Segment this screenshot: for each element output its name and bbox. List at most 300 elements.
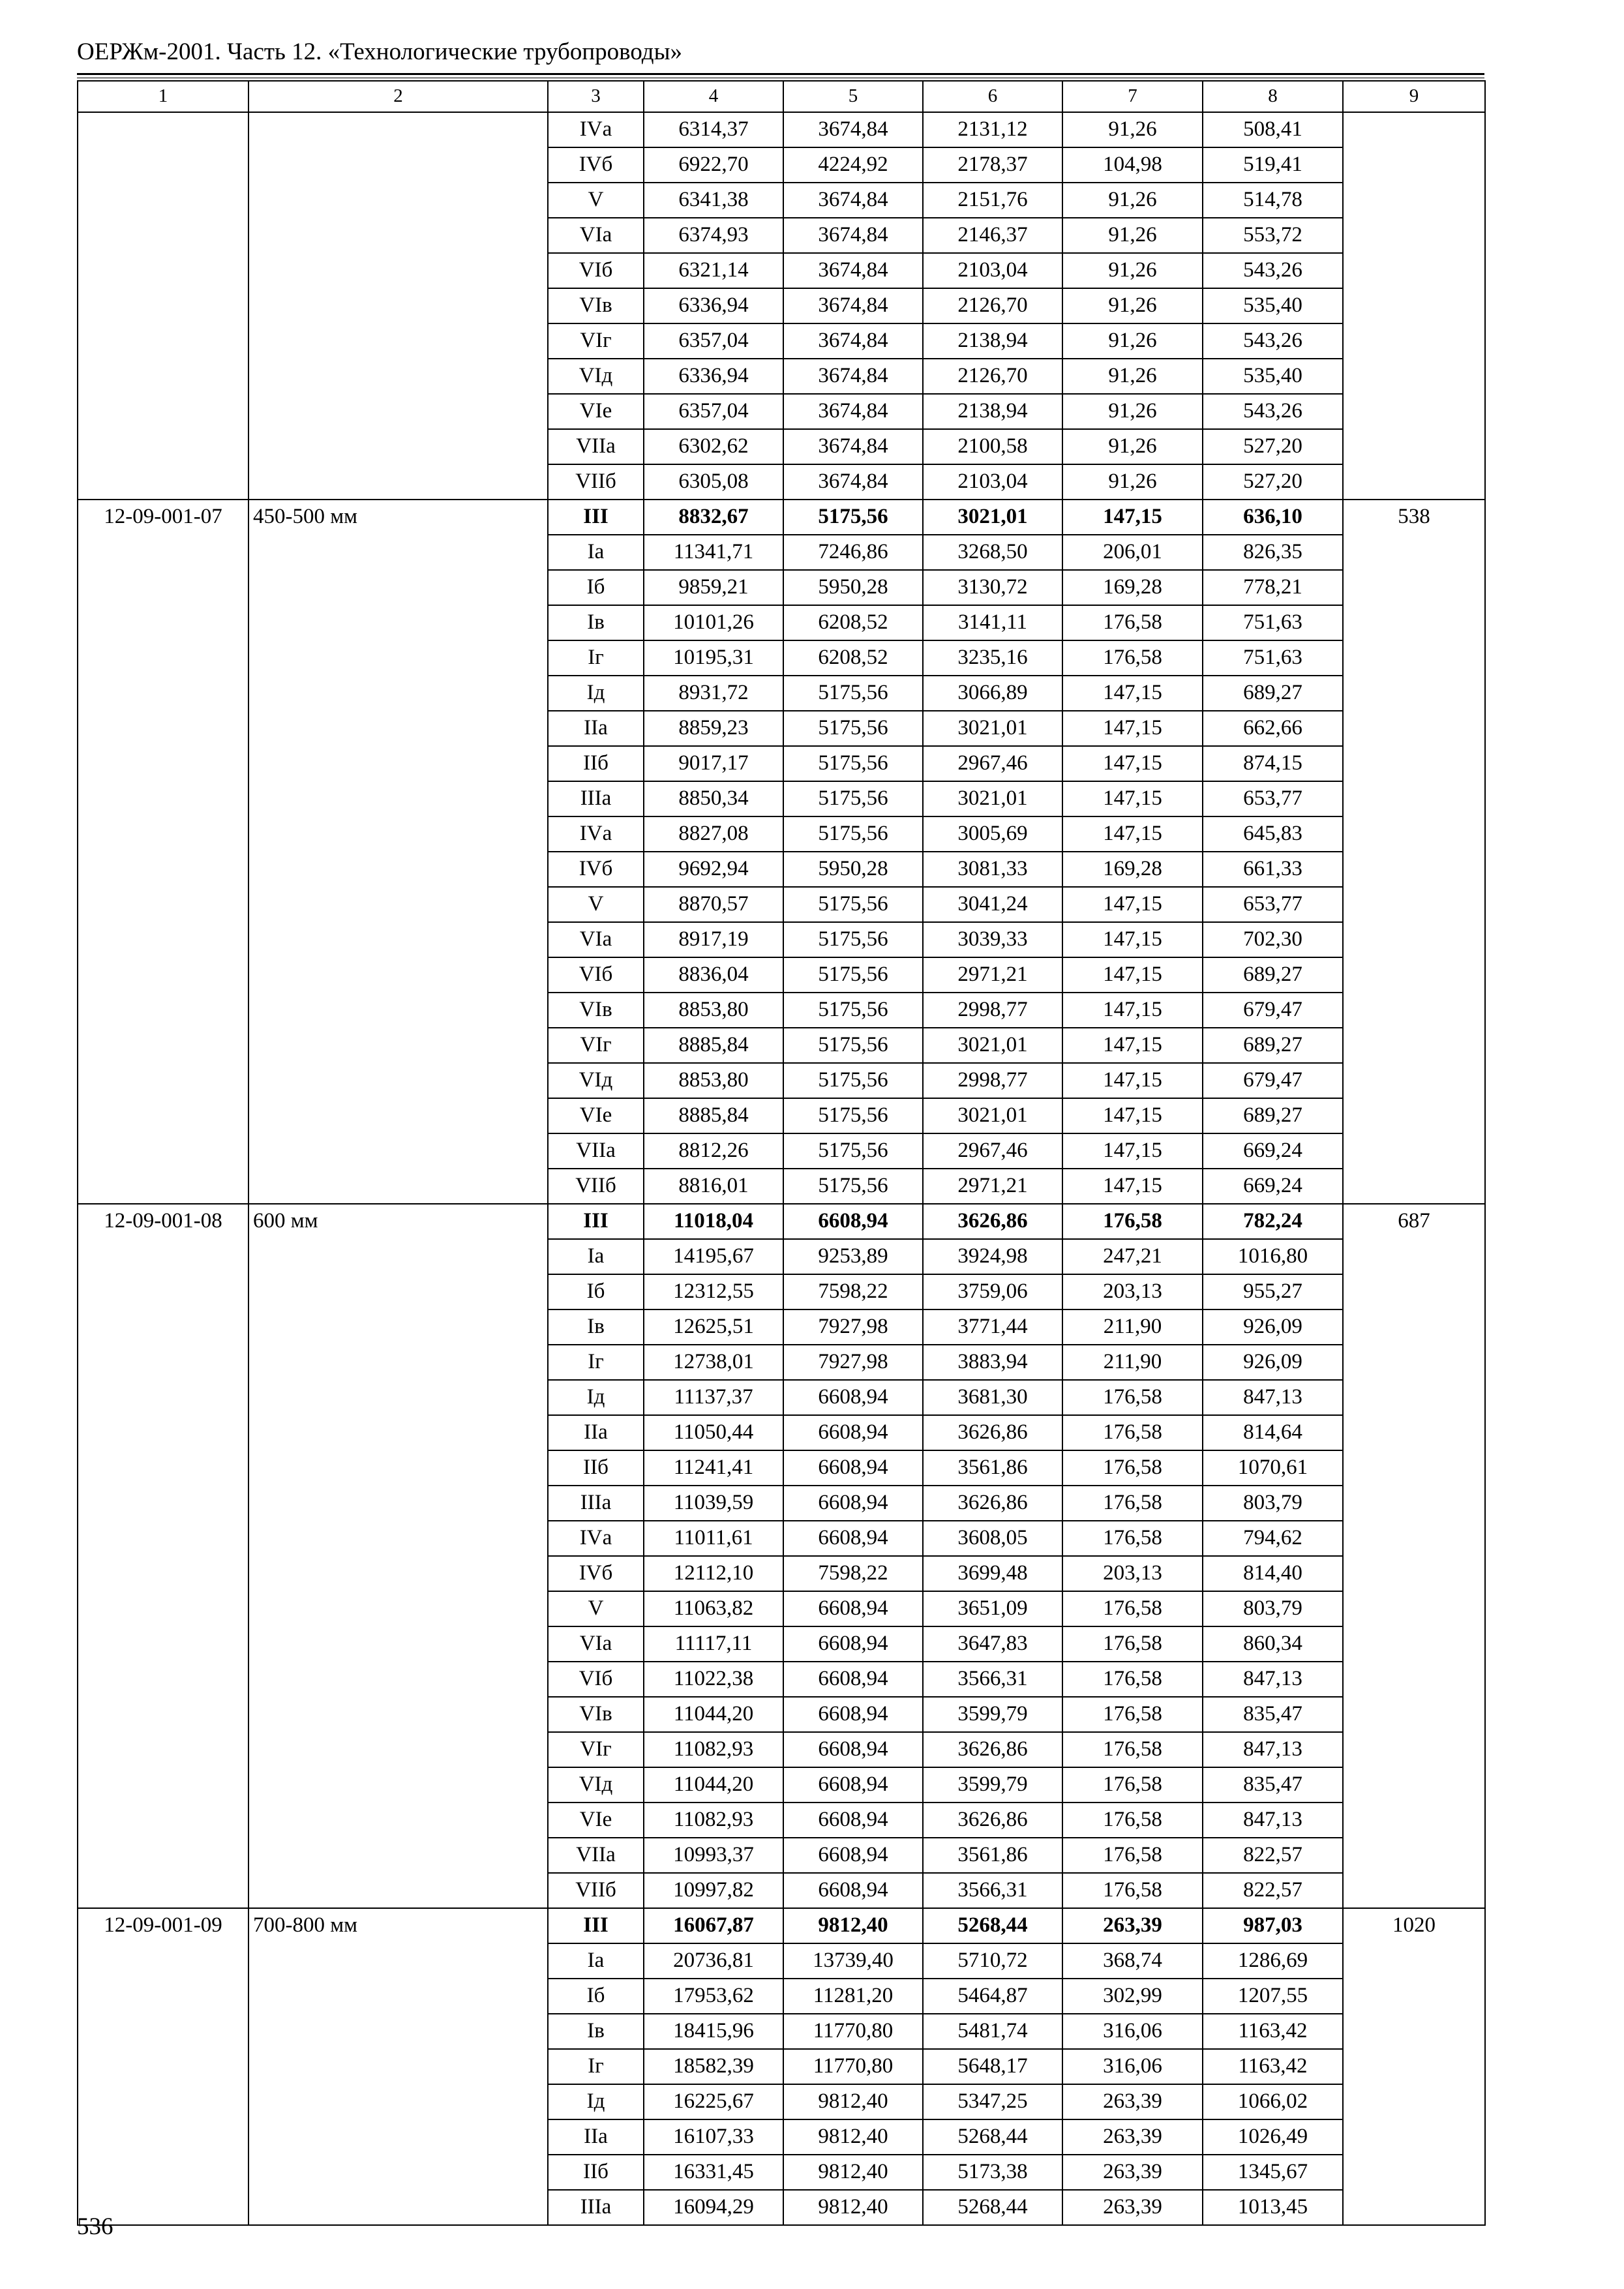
value-cell: 6357,04 xyxy=(644,323,783,359)
value-cell: 2971,21 xyxy=(923,957,1062,993)
value-cell: 263,39 xyxy=(1062,2119,1203,2155)
value-cell: 3674,84 xyxy=(783,112,923,147)
zone-cell: IVб xyxy=(548,147,644,183)
value-cell: 2126,70 xyxy=(923,288,1062,323)
value-cell: 822,57 xyxy=(1203,1838,1343,1873)
value-cell: 2967,46 xyxy=(923,746,1062,781)
value-cell: 11082,93 xyxy=(644,1732,783,1767)
value-cell: 1345,67 xyxy=(1203,2155,1343,2190)
column-9-cell: 1020 xyxy=(1343,1908,1485,2225)
table-body xyxy=(78,81,1485,2225)
pipe-size-cell xyxy=(248,112,548,500)
page-number: 536 xyxy=(77,2213,113,2240)
value-cell: 147,15 xyxy=(1062,922,1203,957)
zone-cell: VIIа xyxy=(548,1838,644,1873)
value-cell: 3626,86 xyxy=(923,1803,1062,1838)
value-cell: 6608,94 xyxy=(783,1838,923,1873)
value-cell: 926,09 xyxy=(1203,1345,1343,1380)
value-cell: 9253,89 xyxy=(783,1239,923,1274)
value-cell: 147,15 xyxy=(1062,1028,1203,1063)
value-cell: 636,10 xyxy=(1203,500,1343,535)
value-cell: 689,27 xyxy=(1203,957,1343,993)
value-cell: 316,06 xyxy=(1062,2049,1203,2084)
value-cell: 803,79 xyxy=(1203,1591,1343,1626)
norm-code-cell: 12-09-001-07 xyxy=(78,500,248,1204)
value-cell: 11044,20 xyxy=(644,1767,783,1803)
value-cell: 206,01 xyxy=(1062,535,1203,570)
value-cell: 1163,42 xyxy=(1203,2014,1343,2049)
table-row xyxy=(78,1908,1485,1943)
value-cell: 3021,01 xyxy=(923,1098,1062,1133)
value-cell: 661,33 xyxy=(1203,852,1343,887)
value-cell: 6608,94 xyxy=(783,1415,923,1450)
value-cell: 6608,94 xyxy=(783,1662,923,1697)
value-cell: 5950,28 xyxy=(783,570,923,605)
value-cell: 11341,71 xyxy=(644,535,783,570)
value-cell: 8853,80 xyxy=(644,1063,783,1098)
zone-cell: VIг xyxy=(548,1732,644,1767)
value-cell: 247,21 xyxy=(1062,1239,1203,1274)
value-cell: 10195,31 xyxy=(644,640,783,676)
value-cell: 5175,56 xyxy=(783,711,923,746)
value-cell: 835,47 xyxy=(1203,1767,1343,1803)
value-cell: 316,06 xyxy=(1062,2014,1203,2049)
value-cell: 1026,49 xyxy=(1203,2119,1343,2155)
value-cell: 147,15 xyxy=(1062,1169,1203,1204)
value-cell: 1286,69 xyxy=(1203,1943,1343,1979)
value-cell: 147,15 xyxy=(1062,781,1203,816)
value-cell: 751,63 xyxy=(1203,605,1343,640)
value-cell: 10997,82 xyxy=(644,1873,783,1908)
value-cell: 10993,37 xyxy=(644,1838,783,1873)
value-cell: 6608,94 xyxy=(783,1450,923,1486)
zone-cell: VIа xyxy=(548,1626,644,1662)
value-cell: 91,26 xyxy=(1062,429,1203,464)
value-cell: 9812,40 xyxy=(783,2084,923,2119)
page-header: ОЕРЖм-2001. Часть 12. «Технологические трубопроводы» xyxy=(77,38,682,65)
zone-cell: IIб xyxy=(548,1450,644,1486)
value-cell: 11770,80 xyxy=(783,2049,923,2084)
value-cell: 1207,55 xyxy=(1203,1979,1343,2014)
zone-cell: VIб xyxy=(548,1662,644,1697)
zone-cell: VIб xyxy=(548,253,644,288)
zone-cell: VIв xyxy=(548,993,644,1028)
norms-table xyxy=(77,80,1486,2226)
value-cell: 12625,51 xyxy=(644,1309,783,1345)
value-cell: 11011,61 xyxy=(644,1521,783,1556)
value-cell: 835,47 xyxy=(1203,1697,1343,1732)
value-cell: 926,09 xyxy=(1203,1309,1343,1345)
zone-cell: Iв xyxy=(548,605,644,640)
value-cell: 3651,09 xyxy=(923,1591,1062,1626)
value-cell: 6608,94 xyxy=(783,1204,923,1239)
value-cell: 2103,04 xyxy=(923,253,1062,288)
value-cell: 2138,94 xyxy=(923,394,1062,429)
value-cell: 16067,87 xyxy=(644,1908,783,1943)
value-cell: 3021,01 xyxy=(923,500,1062,535)
value-cell: 3561,86 xyxy=(923,1838,1062,1873)
value-cell: 5710,72 xyxy=(923,1943,1062,1979)
zone-cell: Iв xyxy=(548,2014,644,2049)
value-cell: 3268,50 xyxy=(923,535,1062,570)
zone-cell: III xyxy=(548,1204,644,1239)
value-cell: 8853,80 xyxy=(644,993,783,1028)
value-cell: 3081,33 xyxy=(923,852,1062,887)
value-cell: 3626,86 xyxy=(923,1732,1062,1767)
zone-cell: IVб xyxy=(548,852,644,887)
value-cell: 6341,38 xyxy=(644,183,783,218)
value-cell: 104,98 xyxy=(1062,147,1203,183)
value-cell: 508,41 xyxy=(1203,112,1343,147)
norm-code-cell xyxy=(78,112,248,500)
value-cell: 3674,84 xyxy=(783,359,923,394)
value-cell: 5175,56 xyxy=(783,746,923,781)
zone-cell: IIIа xyxy=(548,1486,644,1521)
value-cell: 3066,89 xyxy=(923,676,1062,711)
table-row xyxy=(78,500,1485,535)
value-cell: 662,66 xyxy=(1203,711,1343,746)
value-cell: 653,77 xyxy=(1203,781,1343,816)
zone-cell: VIа xyxy=(548,922,644,957)
value-cell: 6608,94 xyxy=(783,1380,923,1415)
value-cell: 3647,83 xyxy=(923,1626,1062,1662)
value-cell: 8931,72 xyxy=(644,676,783,711)
zone-cell: IVа xyxy=(548,816,644,852)
value-cell: 3566,31 xyxy=(923,1873,1062,1908)
value-cell: 263,39 xyxy=(1062,2084,1203,2119)
norm-code-cell: 12-09-001-08 xyxy=(78,1204,248,1908)
value-cell: 2967,46 xyxy=(923,1133,1062,1169)
zone-cell: V xyxy=(548,183,644,218)
value-cell: 3924,98 xyxy=(923,1239,1062,1274)
value-cell: 8836,04 xyxy=(644,957,783,993)
zone-cell: IIIа xyxy=(548,781,644,816)
value-cell: 11022,38 xyxy=(644,1662,783,1697)
value-cell: 176,58 xyxy=(1062,1415,1203,1450)
column-9-cell xyxy=(1343,112,1485,500)
value-cell: 6336,94 xyxy=(644,288,783,323)
zone-cell: Iг xyxy=(548,1345,644,1380)
zone-cell: IIб xyxy=(548,746,644,781)
value-cell: 8917,19 xyxy=(644,922,783,957)
zone-cell: Iг xyxy=(548,2049,644,2084)
value-cell: 13739,40 xyxy=(783,1943,923,1979)
value-cell: 3626,86 xyxy=(923,1415,1062,1450)
zone-cell: Iб xyxy=(548,570,644,605)
value-cell: 814,40 xyxy=(1203,1556,1343,1591)
value-cell: 91,26 xyxy=(1062,253,1203,288)
zone-cell: Iд xyxy=(548,1380,644,1415)
zone-cell: IIа xyxy=(548,711,644,746)
value-cell: 2998,77 xyxy=(923,1063,1062,1098)
value-cell: 11039,59 xyxy=(644,1486,783,1521)
value-cell: 679,47 xyxy=(1203,993,1343,1028)
zone-cell: VIIб xyxy=(548,1873,644,1908)
zone-cell: IVа xyxy=(548,1521,644,1556)
zone-cell: VIд xyxy=(548,1767,644,1803)
value-cell: 751,63 xyxy=(1203,640,1343,676)
value-cell: 847,13 xyxy=(1203,1380,1343,1415)
zone-cell: III xyxy=(548,1908,644,1943)
value-cell: 7598,22 xyxy=(783,1274,923,1309)
value-cell: 3005,69 xyxy=(923,816,1062,852)
zone-cell: IIIа xyxy=(548,2190,644,2225)
value-cell: 147,15 xyxy=(1062,1133,1203,1169)
value-cell: 5175,56 xyxy=(783,957,923,993)
value-cell: 669,24 xyxy=(1203,1169,1343,1204)
value-cell: 3674,84 xyxy=(783,394,923,429)
value-cell: 176,58 xyxy=(1062,1803,1203,1838)
value-cell: 5175,56 xyxy=(783,1098,923,1133)
zone-cell: IIа xyxy=(548,1415,644,1450)
value-cell: 6314,37 xyxy=(644,112,783,147)
value-cell: 91,26 xyxy=(1062,288,1203,323)
value-cell: 147,15 xyxy=(1062,1063,1203,1098)
column-number-cell: 9 xyxy=(1343,81,1485,112)
value-cell: 11082,93 xyxy=(644,1803,783,1838)
value-cell: 91,26 xyxy=(1062,218,1203,253)
value-cell: 176,58 xyxy=(1062,1697,1203,1732)
value-cell: 91,26 xyxy=(1062,464,1203,500)
value-cell: 2126,70 xyxy=(923,359,1062,394)
value-cell: 782,24 xyxy=(1203,1204,1343,1239)
value-cell: 211,90 xyxy=(1062,1345,1203,1380)
value-cell: 263,39 xyxy=(1062,2190,1203,2225)
value-cell: 3759,06 xyxy=(923,1274,1062,1309)
value-cell: 6305,08 xyxy=(644,464,783,500)
zone-cell: VIд xyxy=(548,359,644,394)
value-cell: 527,20 xyxy=(1203,464,1343,500)
value-cell: 91,26 xyxy=(1062,394,1203,429)
value-cell: 8885,84 xyxy=(644,1028,783,1063)
column-number-cell: 3 xyxy=(548,81,644,112)
value-cell: 5175,56 xyxy=(783,1169,923,1204)
value-cell: 176,58 xyxy=(1062,1450,1203,1486)
value-cell: 5175,56 xyxy=(783,816,923,852)
value-cell: 3626,86 xyxy=(923,1204,1062,1239)
value-cell: 5950,28 xyxy=(783,852,923,887)
value-cell: 3681,30 xyxy=(923,1380,1062,1415)
zone-cell: VIв xyxy=(548,288,644,323)
value-cell: 860,34 xyxy=(1203,1626,1343,1662)
zone-cell: VIIа xyxy=(548,429,644,464)
column-9-cell: 538 xyxy=(1343,500,1485,1204)
value-cell: 987,03 xyxy=(1203,1908,1343,1943)
value-cell: 9017,17 xyxy=(644,746,783,781)
value-cell: 176,58 xyxy=(1062,1380,1203,1415)
value-cell: 14195,67 xyxy=(644,1239,783,1274)
value-cell: 6608,94 xyxy=(783,1521,923,1556)
value-cell: 8885,84 xyxy=(644,1098,783,1133)
value-cell: 653,77 xyxy=(1203,887,1343,922)
value-cell: 669,24 xyxy=(1203,1133,1343,1169)
value-cell: 9812,40 xyxy=(783,2190,923,2225)
column-number-cell: 4 xyxy=(644,81,783,112)
value-cell: 5173,38 xyxy=(923,2155,1062,2190)
value-cell: 519,41 xyxy=(1203,147,1343,183)
value-cell: 1013,45 xyxy=(1203,2190,1343,2225)
value-cell: 176,58 xyxy=(1062,605,1203,640)
value-cell: 702,30 xyxy=(1203,922,1343,957)
value-cell: 147,15 xyxy=(1062,746,1203,781)
value-cell: 176,58 xyxy=(1062,640,1203,676)
value-cell: 11018,04 xyxy=(644,1204,783,1239)
value-cell: 16107,33 xyxy=(644,2119,783,2155)
value-cell: 203,13 xyxy=(1062,1556,1203,1591)
zone-cell: VIIа xyxy=(548,1133,644,1169)
value-cell: 16331,45 xyxy=(644,2155,783,2190)
value-cell: 5175,56 xyxy=(783,922,923,957)
value-cell: 3674,84 xyxy=(783,218,923,253)
value-cell: 2146,37 xyxy=(923,218,1062,253)
zone-cell: VIб xyxy=(548,957,644,993)
value-cell: 12112,10 xyxy=(644,1556,783,1591)
value-cell: 847,13 xyxy=(1203,1732,1343,1767)
value-cell: 147,15 xyxy=(1062,676,1203,711)
value-cell: 5175,56 xyxy=(783,993,923,1028)
zone-cell: Iд xyxy=(548,676,644,711)
value-cell: 6357,04 xyxy=(644,394,783,429)
value-cell: 91,26 xyxy=(1062,183,1203,218)
value-cell: 176,58 xyxy=(1062,1521,1203,1556)
value-cell: 11063,82 xyxy=(644,1591,783,1626)
value-cell: 3235,16 xyxy=(923,640,1062,676)
zone-cell: V xyxy=(548,887,644,922)
value-cell: 3021,01 xyxy=(923,781,1062,816)
column-9-cell: 687 xyxy=(1343,1204,1485,1908)
zone-cell: VIе xyxy=(548,1098,644,1133)
value-cell: 4224,92 xyxy=(783,147,923,183)
value-cell: 6608,94 xyxy=(783,1803,923,1838)
value-cell: 91,26 xyxy=(1062,323,1203,359)
value-cell: 826,35 xyxy=(1203,535,1343,570)
value-cell: 5175,56 xyxy=(783,500,923,535)
value-cell: 302,99 xyxy=(1062,1979,1203,2014)
zone-cell: V xyxy=(548,1591,644,1626)
value-cell: 847,13 xyxy=(1203,1662,1343,1697)
zone-cell: VIе xyxy=(548,394,644,429)
value-cell: 12738,01 xyxy=(644,1345,783,1380)
value-cell: 6336,94 xyxy=(644,359,783,394)
header-rule xyxy=(77,73,1484,75)
value-cell: 16094,29 xyxy=(644,2190,783,2225)
value-cell: 5268,44 xyxy=(923,1908,1062,1943)
value-cell: 91,26 xyxy=(1062,112,1203,147)
norm-code-cell: 12-09-001-09 xyxy=(78,1908,248,2225)
value-cell: 12312,55 xyxy=(644,1274,783,1309)
value-cell: 5268,44 xyxy=(923,2119,1062,2155)
value-cell: 9859,21 xyxy=(644,570,783,605)
zone-cell: VIг xyxy=(548,323,644,359)
value-cell: 5175,56 xyxy=(783,1133,923,1169)
value-cell: 176,58 xyxy=(1062,1591,1203,1626)
value-cell: 6608,94 xyxy=(783,1697,923,1732)
zone-cell: VIIб xyxy=(548,1169,644,1204)
zone-cell: IIб xyxy=(548,2155,644,2190)
column-number-cell: 2 xyxy=(248,81,548,112)
value-cell: 9692,94 xyxy=(644,852,783,887)
value-cell: 7246,86 xyxy=(783,535,923,570)
value-cell: 822,57 xyxy=(1203,1873,1343,1908)
value-cell: 6608,94 xyxy=(783,1767,923,1803)
value-cell: 535,40 xyxy=(1203,288,1343,323)
value-cell: 3566,31 xyxy=(923,1662,1062,1697)
value-cell: 2178,37 xyxy=(923,147,1062,183)
zone-cell: Iд xyxy=(548,2084,644,2119)
value-cell: 3141,11 xyxy=(923,605,1062,640)
value-cell: 3674,84 xyxy=(783,429,923,464)
table-row xyxy=(78,1204,1485,1239)
value-cell: 3674,84 xyxy=(783,323,923,359)
table-row xyxy=(78,112,1485,147)
zone-cell: Iв xyxy=(548,1309,644,1345)
value-cell: 147,15 xyxy=(1062,887,1203,922)
value-cell: 2138,94 xyxy=(923,323,1062,359)
value-cell: 176,58 xyxy=(1062,1767,1203,1803)
value-cell: 2103,04 xyxy=(923,464,1062,500)
value-cell: 689,27 xyxy=(1203,676,1343,711)
value-cell: 689,27 xyxy=(1203,1028,1343,1063)
pipe-size-cell: 600 мм xyxy=(248,1204,548,1908)
value-cell: 18582,39 xyxy=(644,2049,783,2084)
value-cell: 147,15 xyxy=(1062,500,1203,535)
value-cell: 8870,57 xyxy=(644,887,783,922)
value-cell: 955,27 xyxy=(1203,1274,1343,1309)
value-cell: 7927,98 xyxy=(783,1309,923,1345)
value-cell: 6302,62 xyxy=(644,429,783,464)
value-cell: 3883,94 xyxy=(923,1345,1062,1380)
value-cell: 3699,48 xyxy=(923,1556,1062,1591)
pipe-size-cell: 700-800 мм xyxy=(248,1908,548,2225)
value-cell: 368,74 xyxy=(1062,1943,1203,1979)
zone-cell: VIд xyxy=(548,1063,644,1098)
value-cell: 1016,80 xyxy=(1203,1239,1343,1274)
value-cell: 814,64 xyxy=(1203,1415,1343,1450)
value-cell: 543,26 xyxy=(1203,323,1343,359)
value-cell: 2131,12 xyxy=(923,112,1062,147)
value-cell: 5175,56 xyxy=(783,781,923,816)
value-cell: 8816,01 xyxy=(644,1169,783,1204)
column-number-row xyxy=(78,81,1485,112)
value-cell: 3021,01 xyxy=(923,1028,1062,1063)
column-number-cell: 6 xyxy=(923,81,1062,112)
column-number-cell: 8 xyxy=(1203,81,1343,112)
value-cell: 553,72 xyxy=(1203,218,1343,253)
column-number-cell: 7 xyxy=(1062,81,1203,112)
value-cell: 874,15 xyxy=(1203,746,1343,781)
value-cell: 176,58 xyxy=(1062,1626,1203,1662)
value-cell: 9812,40 xyxy=(783,2155,923,2190)
value-cell: 3599,79 xyxy=(923,1767,1062,1803)
value-cell: 5648,17 xyxy=(923,2049,1062,2084)
value-cell: 91,26 xyxy=(1062,359,1203,394)
value-cell: 6374,93 xyxy=(644,218,783,253)
value-cell: 9812,40 xyxy=(783,1908,923,1943)
value-cell: 176,58 xyxy=(1062,1732,1203,1767)
value-cell: 263,39 xyxy=(1062,1908,1203,1943)
value-cell: 8832,67 xyxy=(644,500,783,535)
value-cell: 17953,62 xyxy=(644,1979,783,2014)
value-cell: 3130,72 xyxy=(923,570,1062,605)
zone-cell: VIе xyxy=(548,1803,644,1838)
zone-cell: IVб xyxy=(548,1556,644,1591)
value-cell: 5464,87 xyxy=(923,1979,1062,2014)
zone-cell: Iа xyxy=(548,1943,644,1979)
zone-cell: Iа xyxy=(548,535,644,570)
value-cell: 16225,67 xyxy=(644,2084,783,2119)
value-cell: 9812,40 xyxy=(783,2119,923,2155)
value-cell: 6608,94 xyxy=(783,1486,923,1521)
